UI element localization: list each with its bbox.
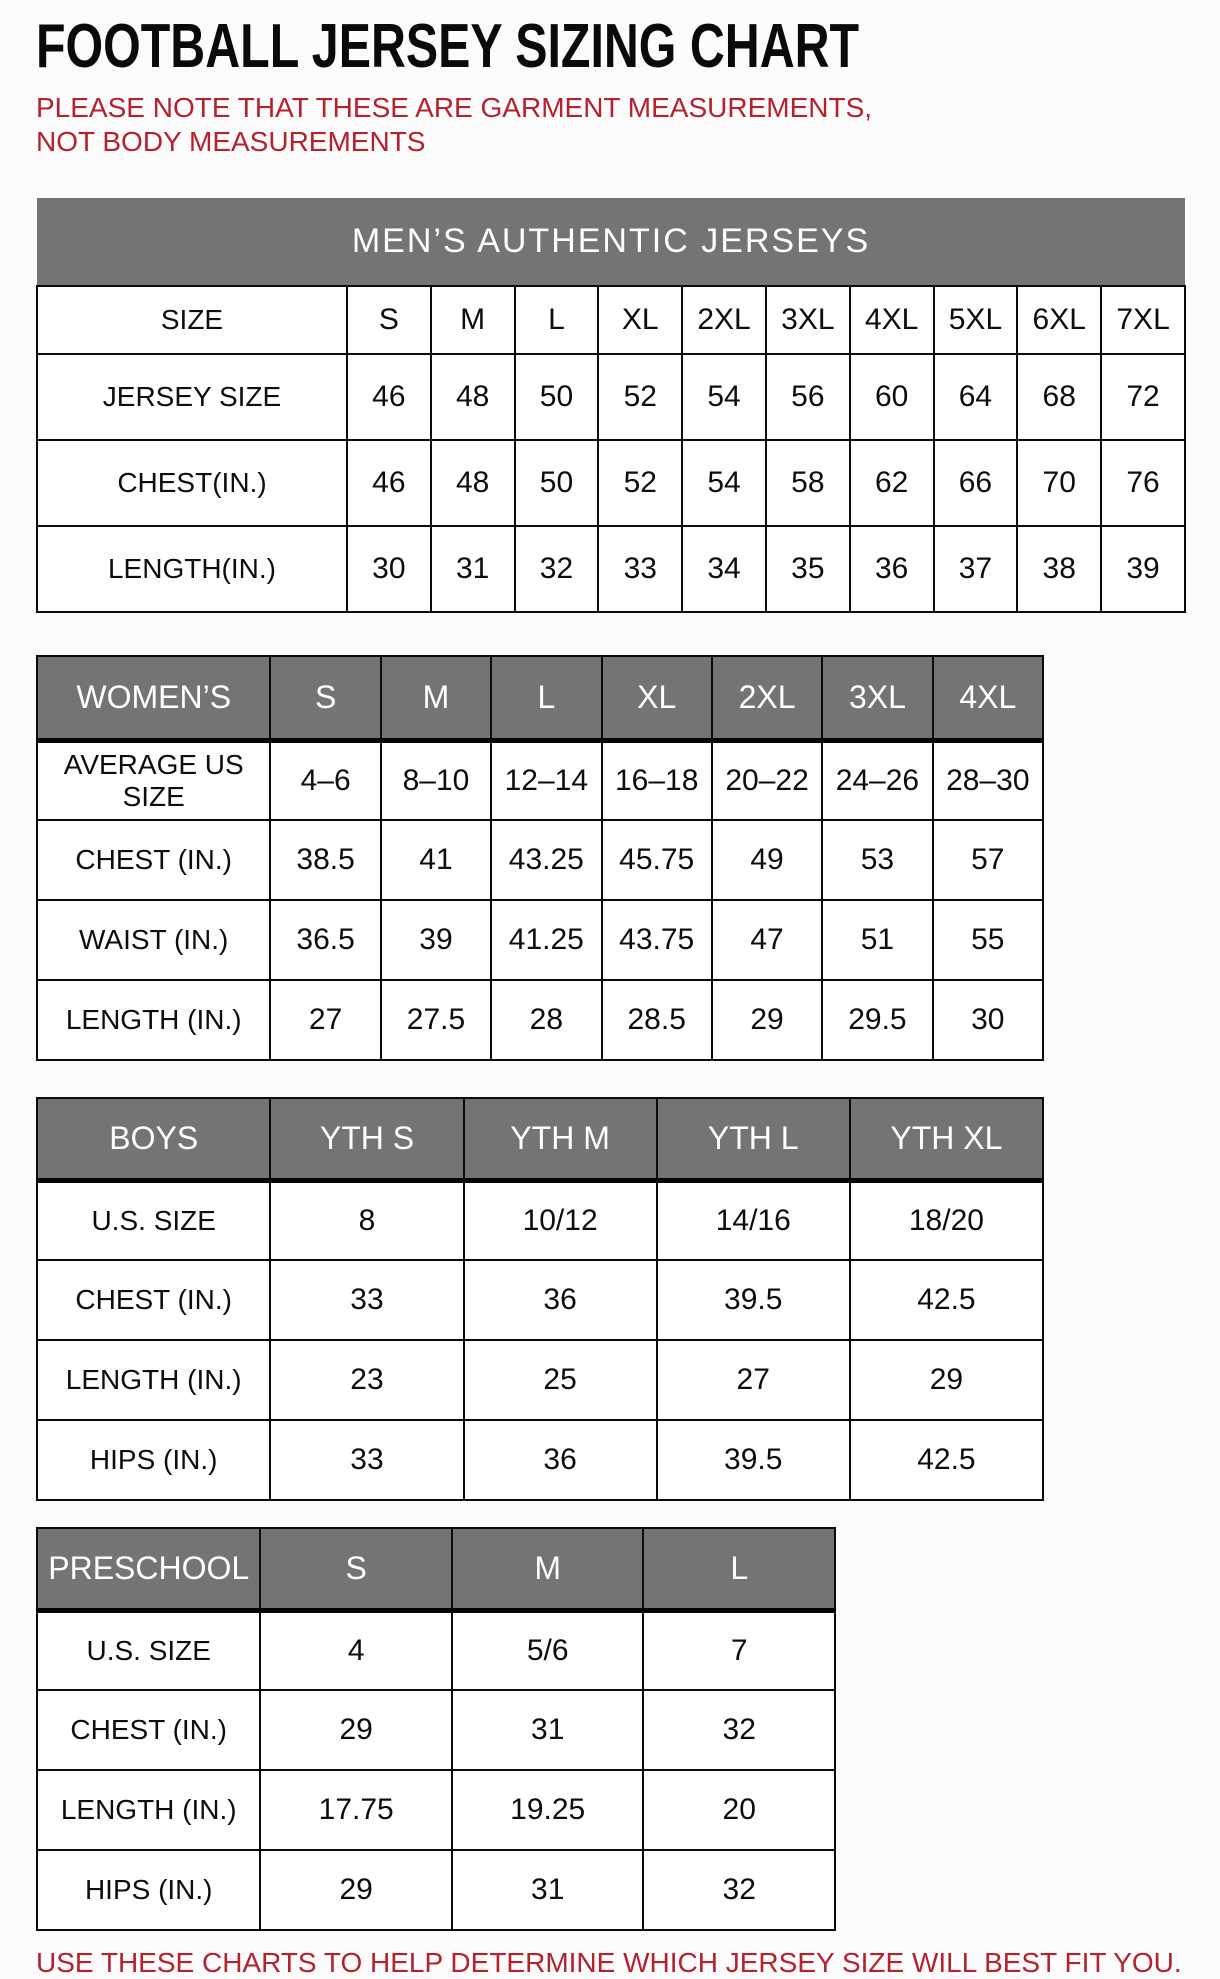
value-cell: 39 xyxy=(1101,526,1185,612)
row-label: HIPS (IN.) xyxy=(37,1850,260,1930)
header-size-cell: 2XL xyxy=(712,656,822,740)
value-cell: 50 xyxy=(515,440,599,526)
header-size-cell: 3XL xyxy=(822,656,932,740)
table-row xyxy=(37,980,1043,1060)
row-label: LENGTH (IN.) xyxy=(37,1340,270,1420)
value-cell: 52 xyxy=(598,354,682,440)
value-cell: 18/20 xyxy=(850,1180,1043,1260)
header-size-cell: 4XL xyxy=(933,656,1043,740)
value-cell: 4–6 xyxy=(270,740,380,820)
row-label: LENGTH (IN.) xyxy=(37,980,270,1060)
table-row xyxy=(37,1610,835,1690)
value-cell: M xyxy=(431,286,515,354)
header-size-cell: YTH L xyxy=(657,1098,850,1180)
row-label: LENGTH(IN.) xyxy=(37,526,347,612)
value-cell: 29 xyxy=(712,980,822,1060)
mens-table-banner xyxy=(37,198,1185,286)
preschool-header-row xyxy=(37,1528,835,1610)
value-cell: XL xyxy=(598,286,682,354)
value-cell: 49 xyxy=(712,820,822,900)
value-cell: 2XL xyxy=(682,286,766,354)
value-cell: 29 xyxy=(260,1850,452,1930)
value-cell: 5/6 xyxy=(452,1610,644,1690)
row-label: WAIST (IN.) xyxy=(37,900,270,980)
value-cell: 42.5 xyxy=(850,1260,1043,1340)
value-cell: 54 xyxy=(682,354,766,440)
header-size-cell: L xyxy=(643,1528,835,1610)
value-cell: 3XL xyxy=(766,286,850,354)
value-cell: 12–14 xyxy=(491,740,601,820)
table-row xyxy=(37,1420,1043,1500)
table-row xyxy=(37,740,1043,820)
value-cell: 14/16 xyxy=(657,1180,850,1260)
table-row xyxy=(37,1180,1043,1260)
table-row xyxy=(37,1850,835,1930)
value-cell: 64 xyxy=(934,354,1018,440)
value-cell: 39.5 xyxy=(657,1260,850,1340)
value-cell: 31 xyxy=(431,526,515,612)
value-cell: 27 xyxy=(270,980,380,1060)
row-label: CHEST(IN.) xyxy=(37,440,347,526)
value-cell: 28.5 xyxy=(602,980,712,1060)
value-cell: 50 xyxy=(515,354,599,440)
table-row xyxy=(37,354,1185,440)
value-cell: 36 xyxy=(850,526,934,612)
value-cell: 51 xyxy=(822,900,932,980)
value-cell: 4XL xyxy=(850,286,934,354)
value-cell: 29.5 xyxy=(822,980,932,1060)
preschool-sizing-table xyxy=(36,1527,836,1931)
value-cell: 27.5 xyxy=(381,980,491,1060)
value-cell: 27 xyxy=(657,1340,850,1420)
value-cell: 29 xyxy=(850,1340,1043,1420)
value-cell: 38 xyxy=(1017,526,1101,612)
row-label: HIPS (IN.) xyxy=(37,1420,270,1500)
header-label-cell: WOMEN’S xyxy=(37,656,270,740)
mens-banner-label: MEN’S AUTHENTIC JERSEYS xyxy=(37,198,1185,286)
value-cell: 41.25 xyxy=(491,900,601,980)
row-label: U.S. SIZE xyxy=(37,1610,260,1690)
header-size-cell: M xyxy=(381,656,491,740)
value-cell: L xyxy=(515,286,599,354)
value-cell: 8 xyxy=(270,1180,463,1260)
value-cell: 29 xyxy=(260,1690,452,1770)
value-cell: 39 xyxy=(381,900,491,980)
value-cell: 20–22 xyxy=(712,740,822,820)
row-label: CHEST (IN.) xyxy=(37,820,270,900)
value-cell: 46 xyxy=(347,354,431,440)
womens-sizing-table xyxy=(36,655,1044,1061)
value-cell: 28 xyxy=(491,980,601,1060)
value-cell: 8–10 xyxy=(381,740,491,820)
value-cell: 37 xyxy=(934,526,1018,612)
value-cell: 33 xyxy=(598,526,682,612)
mens-sizing-table xyxy=(36,198,1186,613)
value-cell: 42.5 xyxy=(850,1420,1043,1500)
header-size-cell: XL xyxy=(602,656,712,740)
value-cell: 68 xyxy=(1017,354,1101,440)
value-cell: 7 xyxy=(643,1610,835,1690)
value-cell: 41 xyxy=(381,820,491,900)
value-cell: 34 xyxy=(682,526,766,612)
value-cell: 33 xyxy=(270,1260,463,1340)
header-label-cell: PRESCHOOL xyxy=(37,1528,260,1610)
value-cell: 58 xyxy=(766,440,850,526)
value-cell: 52 xyxy=(598,440,682,526)
table-row xyxy=(37,286,1185,354)
value-cell: 32 xyxy=(515,526,599,612)
value-cell: 45.75 xyxy=(602,820,712,900)
mens-table-body xyxy=(37,286,1185,612)
value-cell: 17.75 xyxy=(260,1770,452,1850)
value-cell: 30 xyxy=(933,980,1043,1060)
value-cell: 76 xyxy=(1101,440,1185,526)
value-cell: 36.5 xyxy=(270,900,380,980)
row-label: AVERAGE US SIZE xyxy=(37,740,270,820)
value-cell: 43.25 xyxy=(491,820,601,900)
value-cell: 39.5 xyxy=(657,1420,850,1500)
value-cell: 55 xyxy=(933,900,1043,980)
preschool-table-body xyxy=(37,1610,835,1930)
womens-header-row xyxy=(37,656,1043,740)
table-row xyxy=(37,820,1043,900)
value-cell: 43.75 xyxy=(602,900,712,980)
value-cell: 36 xyxy=(464,1260,657,1340)
header-size-cell: YTH M xyxy=(464,1098,657,1180)
value-cell: 5XL xyxy=(934,286,1018,354)
value-cell: 23 xyxy=(270,1340,463,1420)
table-row xyxy=(37,1260,1043,1340)
boys-sizing-table xyxy=(36,1097,1044,1501)
value-cell: 33 xyxy=(270,1420,463,1500)
value-cell: 20 xyxy=(643,1770,835,1850)
table-row xyxy=(37,526,1185,612)
value-cell: 60 xyxy=(850,354,934,440)
row-label: SIZE xyxy=(37,286,347,354)
value-cell: 32 xyxy=(643,1690,835,1770)
value-cell: 25 xyxy=(464,1340,657,1420)
value-cell: 38.5 xyxy=(270,820,380,900)
value-cell: 10/12 xyxy=(464,1180,657,1260)
header-size-cell: M xyxy=(452,1528,644,1610)
row-label: CHEST (IN.) xyxy=(37,1690,260,1770)
row-label: JERSEY SIZE xyxy=(37,354,347,440)
boys-table-body xyxy=(37,1180,1043,1500)
value-cell: 47 xyxy=(712,900,822,980)
value-cell: 48 xyxy=(431,440,515,526)
table-row xyxy=(37,1340,1043,1420)
womens-table-body xyxy=(37,740,1043,1060)
value-cell: 19.25 xyxy=(452,1770,644,1850)
value-cell: 6XL xyxy=(1017,286,1101,354)
header-size-cell: L xyxy=(491,656,601,740)
value-cell: 32 xyxy=(643,1850,835,1930)
footer-note-text: USE THESE CHARTS TO HELP DETERMINE WHICH JERSEY SIZE WILL BEST FIT YOU. xyxy=(36,1947,1182,1979)
row-label: LENGTH (IN.) xyxy=(37,1770,260,1850)
value-cell: 57 xyxy=(933,820,1043,900)
value-cell: 28–30 xyxy=(933,740,1043,820)
header-size-cell: S xyxy=(260,1528,452,1610)
header-size-cell: YTH XL xyxy=(850,1098,1043,1180)
garment-note-text: PLEASE NOTE THAT THESE ARE GARMENT MEASUREMENTS, NOT BODY MEASUREMENTS xyxy=(36,92,873,157)
header-label-cell: BOYS xyxy=(37,1098,270,1180)
row-label: CHEST (IN.) xyxy=(37,1260,270,1340)
table-row xyxy=(37,900,1043,980)
table-row xyxy=(37,440,1185,526)
value-cell: 4 xyxy=(260,1610,452,1690)
value-cell: 53 xyxy=(822,820,932,900)
boys-header-row xyxy=(37,1098,1043,1180)
value-cell: 7XL xyxy=(1101,286,1185,354)
value-cell: 48 xyxy=(431,354,515,440)
value-cell: 36 xyxy=(464,1420,657,1500)
page-title: FOOTBALL JERSEY SIZING CHART xyxy=(36,12,860,81)
value-cell: 46 xyxy=(347,440,431,526)
value-cell: 24–26 xyxy=(822,740,932,820)
row-label: U.S. SIZE xyxy=(37,1180,270,1260)
value-cell: 30 xyxy=(347,526,431,612)
header-size-cell: YTH S xyxy=(270,1098,463,1180)
table-row xyxy=(37,1770,835,1850)
table-row xyxy=(37,1690,835,1770)
value-cell: 56 xyxy=(766,354,850,440)
value-cell: 16–18 xyxy=(602,740,712,820)
value-cell: 72 xyxy=(1101,354,1185,440)
header-size-cell: S xyxy=(270,656,380,740)
value-cell: 66 xyxy=(934,440,1018,526)
value-cell: S xyxy=(347,286,431,354)
value-cell: 70 xyxy=(1017,440,1101,526)
value-cell: 31 xyxy=(452,1850,644,1930)
value-cell: 31 xyxy=(452,1690,644,1770)
value-cell: 62 xyxy=(850,440,934,526)
value-cell: 35 xyxy=(766,526,850,612)
value-cell: 54 xyxy=(682,440,766,526)
